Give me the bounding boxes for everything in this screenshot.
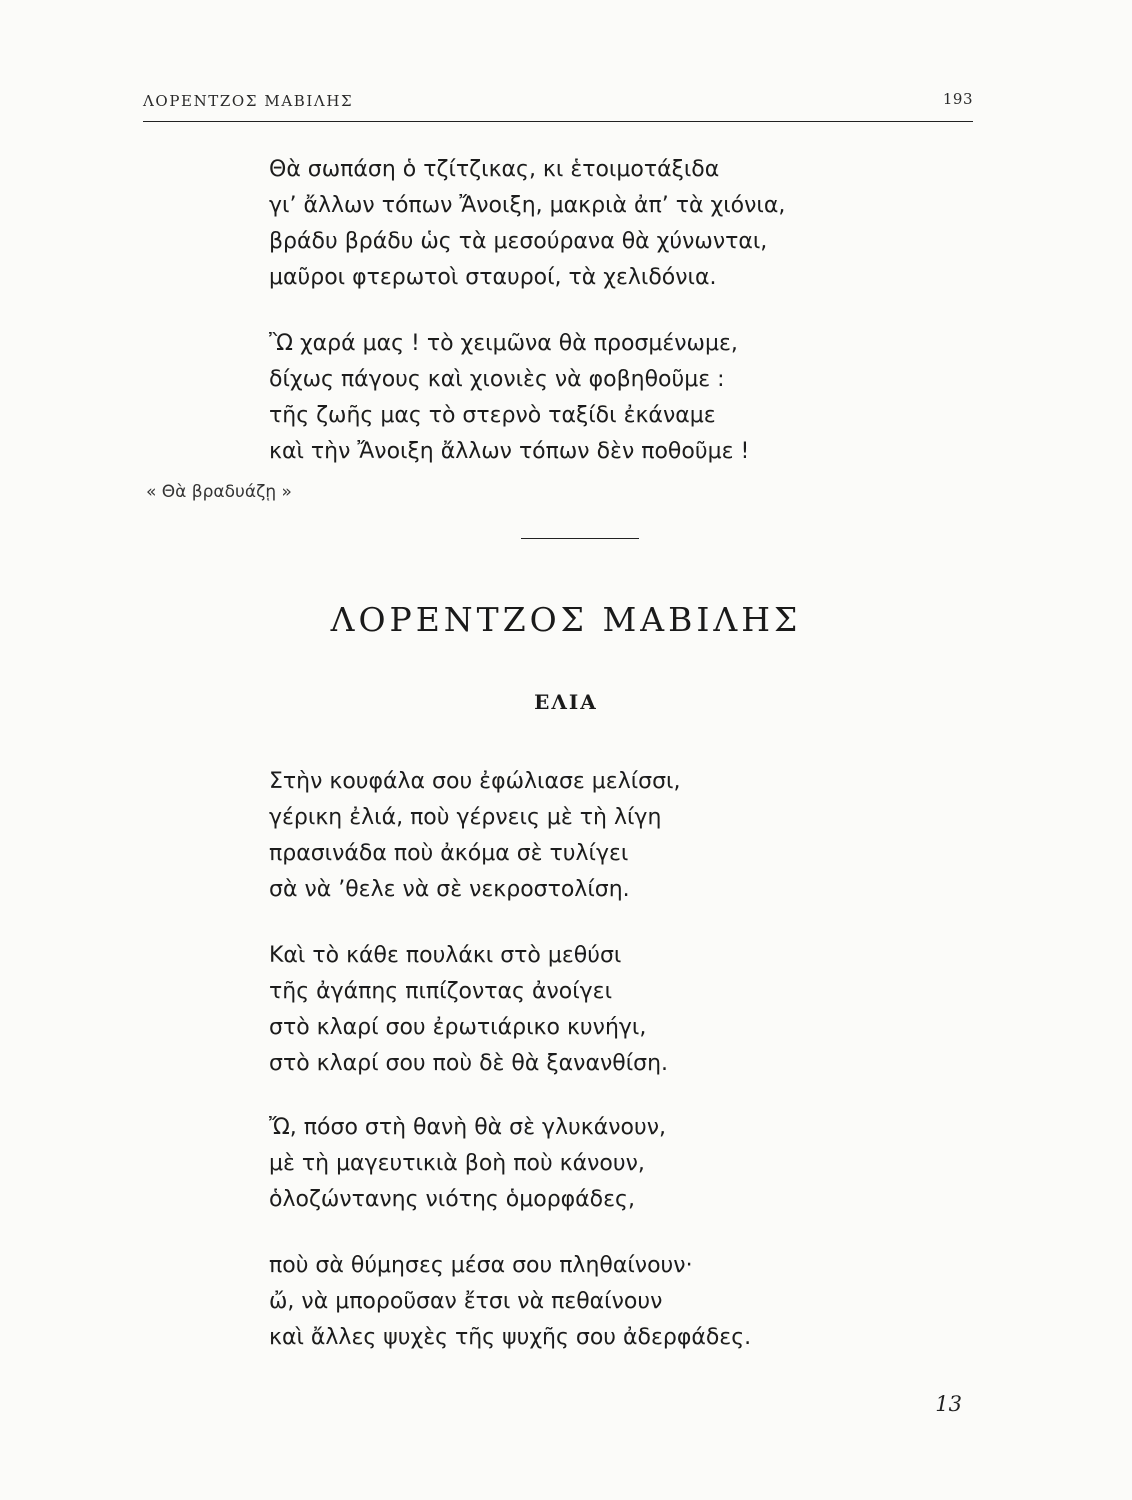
verse-line: Θὰ σωπάση ὁ τζίτζικας, κι ἑτοιμοτάξιδα (269, 157, 720, 182)
signature-number: 13 (935, 1392, 962, 1416)
page-number: 193 (942, 90, 973, 108)
verse-line: καὶ τὴν Ἄνοιξη ἄλλων τόπων δὲν ποθοῦμε ! (269, 439, 750, 464)
verse-line: δίχως πάγους καὶ χιονιὲς νὰ φοβηθοῦμε : (269, 367, 725, 392)
verse-line: μὲ τὴ μαγευτικιὰ βοὴ ποὺ κάνουν, (269, 1151, 645, 1176)
verse-line: καὶ ἄλλες ψυχὲς τῆς ψυχῆς σου ἀδερφάδες. (269, 1325, 752, 1350)
running-header (143, 88, 973, 118)
verse-line: βράδυ βράδυ ὡς τὰ μεσούρανα θὰ χύνωνται, (269, 229, 768, 254)
section-divider (521, 538, 639, 539)
header-rule (143, 121, 973, 122)
verse-line: Ὤ, πόσο στὴ θανὴ θὰ σὲ γλυκάνουν, (269, 1115, 666, 1140)
verse-line: στὸ κλαρί σου ποὺ δὲ θὰ ξανανθίση. (269, 1051, 669, 1076)
poem-title: ΕΛΙΑ (534, 690, 598, 714)
running-title: ΛΟΡΕΝΤΖΟΣ ΜΑΒΙΛΗΣ (143, 92, 354, 110)
poem-stanza-2 (269, 938, 668, 1082)
verse-line: τῆς ζωῆς μας τὸ στερνὸ ταξίδι ἐκάναμε (269, 403, 716, 428)
verse-line: Ὢ χαρά μας ! τὸ χειμῶνα θὰ προσμένωμε, (269, 331, 738, 356)
verse-line: σὰ νὰ ’θελε νὰ σὲ νεκροστολίση. (269, 877, 630, 902)
poem-source: « Θὰ βραδυάζῃ » (146, 482, 292, 502)
verse-line: ποὺ σὰ θύμησες μέσα σου πληθαίνουν· (269, 1253, 693, 1278)
verse-line: γέρικη ἐλιά, ποὺ γέρνεις μὲ τὴ λίγη (269, 805, 662, 830)
prev-poem-stanza-2 (269, 326, 749, 470)
verse-line: Στὴν κουφάλα σου ἐφώλιασε μελίσσι, (269, 769, 681, 794)
verse-line: στὸ κλαρί σου ἐρωτιάρικο κυνήγι, (269, 1015, 647, 1040)
verse-line: τῆς ἀγάπης πιπίζοντας ἀνοίγει (269, 979, 613, 1004)
verse-line: ὤ, νὰ μποροῦσαν ἔτσι νὰ πεθαίνουν (269, 1289, 663, 1314)
poem-stanza-4 (269, 1248, 751, 1356)
poem-stanza-1 (269, 764, 680, 908)
poem-stanza-3 (269, 1110, 666, 1218)
poet-heading: ΛΟΡΕΝΤΖΟΣ ΜΑΒΙΛΗΣ (330, 600, 802, 639)
prev-poem-stanza-1 (269, 152, 785, 296)
verse-line: γι’ ἄλλων τόπων Ἄνοιξη, μακριὰ ἀπ’ τὰ χιόνια, (269, 193, 786, 218)
verse-line: ὁλοζώντανης νιότης ὁμορφάδες, (269, 1187, 635, 1212)
verse-line: πρασινάδα ποὺ ἀκόμα σὲ τυλίγει (269, 841, 629, 866)
verse-line: μαῦροι φτερωτοὶ σταυροί, τὰ χελιδόνια. (269, 265, 717, 290)
verse-line: Καὶ τὸ κάθε πουλάκι στὸ μεθύσι (269, 943, 622, 968)
